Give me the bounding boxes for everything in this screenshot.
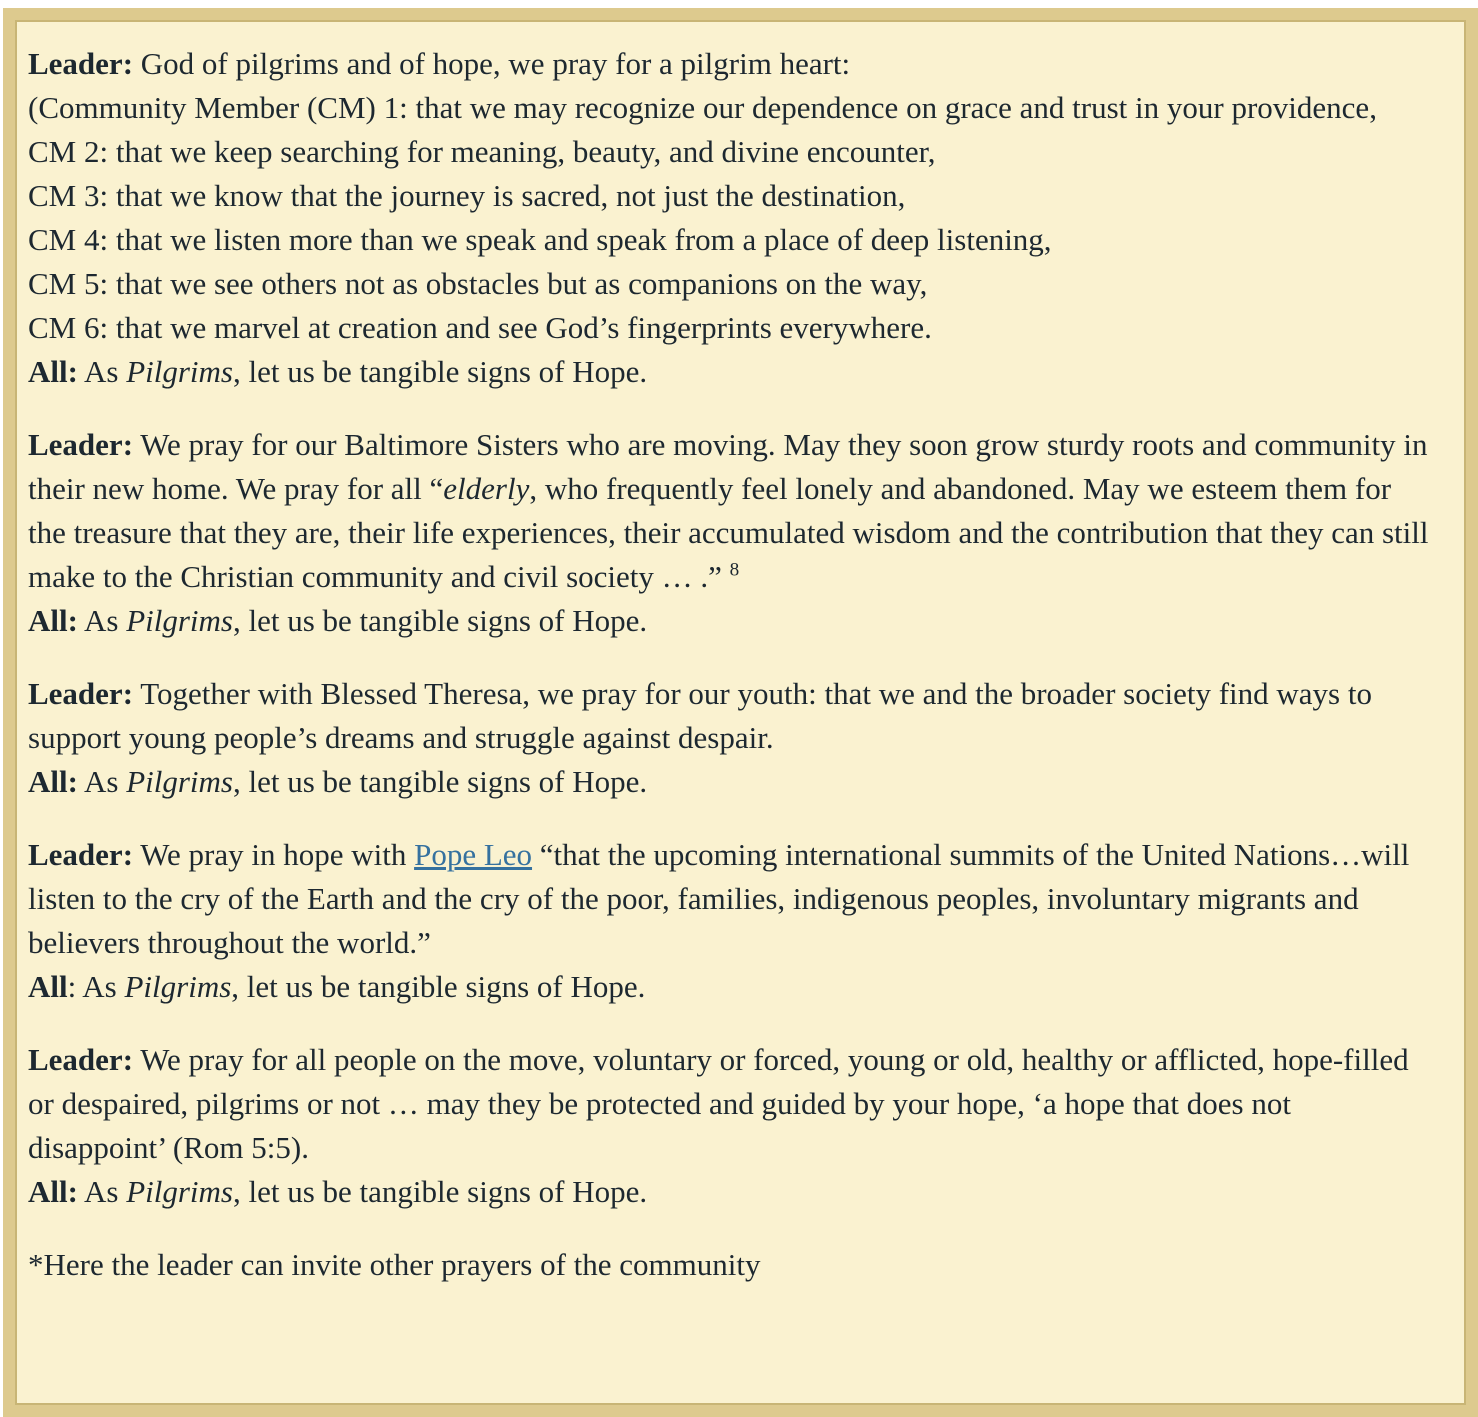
text-run: CM 5: that we see others not as obstacles but as companions on the way,: [28, 266, 928, 301]
text-run: “that the upcoming international summits of the United Nations…will listen to the cry of the Earth and the cry of the poor, families, indigenous peoples, involuntary migrants and believers throughout the world.”: [28, 837, 1410, 960]
paragraph-4: [28, 833, 1434, 1009]
paragraph-2: [28, 423, 1434, 643]
text-run: We pray for all people on the move, voluntary or forced, young or old, healthy or afflicted, hope-filled or despaired, pilgrims or not … may they be protected and guided by your hope, ‘a hope that does not disappoint’ (Rom 5:5).: [28, 1042, 1409, 1165]
text-run: , let us be tangible signs of Hope.: [232, 603, 648, 638]
text-run: , let us be tangible signs of Hope.: [232, 1174, 648, 1209]
prayer-text: [15, 20, 1466, 1287]
speaker-label: Leader:: [28, 837, 134, 872]
text-run: As: [77, 603, 127, 638]
paragraph-1: [28, 42, 1434, 394]
paragraph-3: [28, 672, 1434, 804]
text-run: God of pilgrims and of hope, we pray for a pilgrim heart:: [133, 46, 851, 81]
text-run: Pilgrims: [126, 603, 233, 638]
speaker-label: All:: [28, 1174, 78, 1209]
speaker-label: Leader:: [28, 427, 134, 462]
speaker-label: Leader:: [28, 676, 134, 711]
text-run: Pilgrims: [126, 354, 233, 389]
text-run: As: [77, 354, 127, 389]
text-run: : As: [67, 969, 125, 1004]
text-run: , let us be tangible signs of Hope.: [232, 764, 648, 799]
speaker-label: All:: [28, 354, 78, 389]
paragraph-5: [28, 1038, 1434, 1214]
speaker-label: Leader:: [28, 1042, 134, 1077]
paragraph-6: [28, 1243, 1434, 1287]
text-run: , who frequently feel lonely and abandoned. May we esteem them for the treasure that they are, their life experiences, their accumulated wisdom and the contribution that they can still make to the Christian community and civil society … .”: [28, 471, 1429, 594]
text-run: Together with Blessed Theresa, we pray for our youth: that we and the broader society find ways to support young people’s dreams and struggle against despair.: [28, 676, 1372, 755]
text-run: Pilgrims: [126, 764, 233, 799]
text-run: We pray for our Baltimore Sisters who are moving. May they soon grow sturdy roots and community in their new home. We pray for all “: [28, 427, 1428, 506]
text-run: (Community Member (CM) 1: that we may recognize our dependence on grace and trust in your providence,: [28, 90, 1377, 125]
text-run: CM 3: that we know that the journey is sacred, not just the destination,: [28, 178, 906, 213]
text-run: Pilgrims: [126, 1174, 233, 1209]
text-run: 8: [729, 559, 740, 581]
text-run: *Here the leader can invite other prayers of the community: [28, 1247, 761, 1282]
text-run: We pray in hope with: [133, 837, 415, 872]
speaker-label: All: [28, 969, 68, 1004]
text-run: As: [77, 1174, 127, 1209]
text-run: Pilgrims: [124, 969, 232, 1004]
speaker-label: All:: [28, 603, 78, 638]
text-run: , let us be tangible signs of Hope.: [232, 354, 648, 389]
speaker-label: All:: [28, 764, 78, 799]
paper-frame: [3, 8, 1478, 1417]
text-run: elderly: [443, 471, 530, 506]
text-run: , let us be tangible signs of Hope.: [231, 969, 646, 1004]
text-run: CM 2: that we keep searching for meaning, beauty, and divine encounter,: [28, 134, 936, 169]
text-run: CM 6: that we marvel at creation and see God’s fingerprints everywhere.: [28, 310, 932, 345]
text-run: CM 4: that we listen more than we speak and speak from a place of deep listening,: [28, 222, 1052, 257]
text-run: As: [77, 764, 127, 799]
pope-leo-link[interactable]: Pope Leo: [414, 837, 533, 872]
speaker-label: Leader:: [28, 46, 134, 81]
